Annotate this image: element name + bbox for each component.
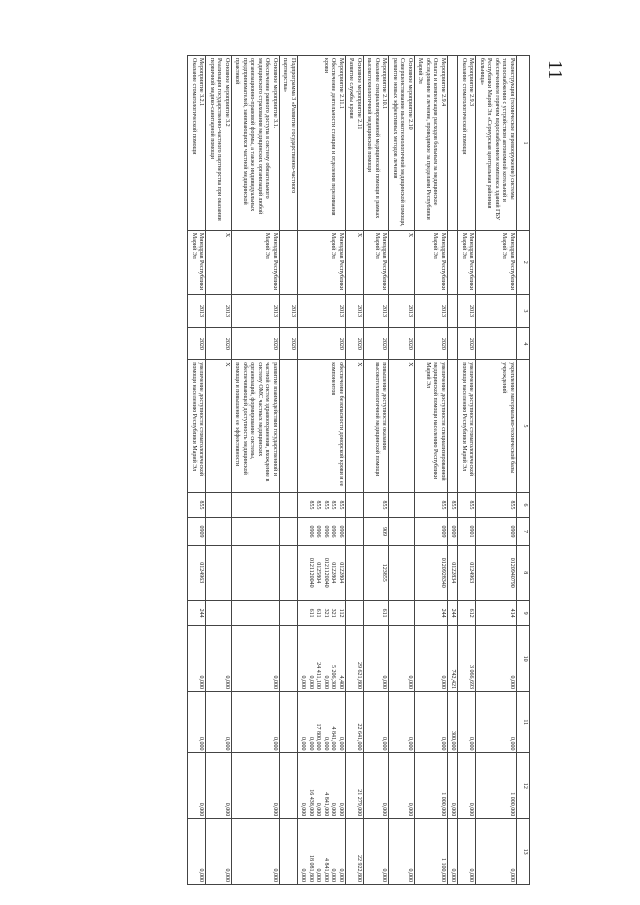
table-cell: 855 [415,492,448,517]
table-cell: Минздрав Республики Марий Эл [364,230,390,294]
document-sheet [60,55,530,885]
table-cell: X [389,360,415,493]
table-cell [448,328,459,360]
table-cell: 0,000 [364,626,390,692]
table-cell [280,360,298,493]
table-cell: 855 [188,492,206,517]
table-cell: 4,400 5 206,300 0,000 24 411,100 0,000 0,000 [298,626,346,692]
table-cell: 0124963 [458,545,476,600]
table-cell: 0,000 [364,692,390,753]
table-cell: X [389,230,415,294]
table-cell: 0,000 [188,626,206,692]
table-cell: 1 000,000 [476,753,517,819]
table-cell: 0,000 [458,692,476,753]
table-cell: Основное мероприятие 2.10 Совершенствование высокотехнологичной медицинской помощи, развитие новых эффективных методов лечения [389,56,415,231]
table-row [280,56,298,885]
table-cell: 0,000 4 841,000 0,000 17 800,000 0,000 0,000 [298,692,346,753]
table-cell: 0,000 [188,819,206,885]
table-cell [448,230,459,294]
table-cell: 2020 [415,328,448,360]
table-cell: 2020 [389,328,415,360]
table-cell: 2013 [364,294,390,328]
table-cell [389,518,415,546]
table-cell: 909 [364,518,390,546]
table-cell [232,545,280,600]
table-cell: 855 855 855 855 855 [298,492,346,517]
table-cell: обеспечение безопасности донорской крови и ее компонентов [298,360,346,493]
table-cell: укрепление материально-технической базы учреждений [476,360,517,493]
table-row [448,56,459,885]
table-cell: 2020 [280,328,298,360]
table-row [458,56,476,885]
page-number: 11 [544,60,566,80]
table-cell [206,600,232,625]
table-cell [389,545,415,600]
column-header: 8 [517,545,530,600]
table-cell: 2013 [346,294,364,328]
table-cell: X [346,360,364,493]
table-cell [346,518,364,546]
column-header: 4 [517,328,530,360]
table-cell: 0,000 [389,753,415,819]
table-cell: 0,000 [206,692,232,753]
table-row [346,56,364,885]
table-cell: X [206,360,232,493]
table-cell: 2020 [458,328,476,360]
table-cell: X [346,230,364,294]
table-cell: Мероприятие 2.10.1 Оказание специализированной медицинской помощи в рамках высокотехнологичной медицинской помощи [364,56,390,231]
table-cell: 2013 [280,294,298,328]
table-cell: 112 321 321 611 611 [298,600,346,625]
table-cell [280,230,298,294]
table-cell: 0,000 [415,692,448,753]
table-cell: Реконструкция (техническое перевооружение) системы теплоснабжения с устройством автономной котельной и обеспечением горячим водоснабжением комплекса зданий ГБУ Республики Марий Эл «Сернурская центральная районная больница» [476,56,517,231]
table-cell [206,492,232,517]
table-row [232,56,280,885]
table-cell [280,819,298,885]
column-header: 13 [517,819,530,885]
table-row [206,56,232,885]
table-cell: Минздрав Республики Марий Эл [232,230,280,294]
table-cell: развитие взаимодействия государственной и частной систем здравоохранения, вхождение в систему ОМС частных медицинских организаций, формирование системы, обеспечивающей доступность медицинской помощи и повышение ее эффективности [232,360,280,493]
table-row [364,56,390,885]
table-cell [346,545,364,600]
table-cell: 0,000 [476,692,517,753]
table-cell: 0120928340 [415,545,448,600]
table-cell: 0,000 [232,626,280,692]
table-cell: увеличение доступности специализированной медицинской помощи населению Республики Марий Эл [415,360,448,493]
table-body [188,56,517,885]
table-cell: 0,000 [458,819,476,885]
table-cell [448,56,459,231]
table-cell: 244 [188,600,206,625]
table-cell: повышение доступности оказания высокотехнологичной медицинской помощи [364,360,390,493]
table-cell: 2020 [298,328,346,360]
table-cell: 0909 [476,518,517,546]
table-cell: 0,000 [389,819,415,885]
table-cell: 1 100,000 [415,819,448,885]
table-cell [280,545,298,600]
table-cell: 612 [458,600,476,625]
table-cell [280,518,298,546]
table-cell [232,492,280,517]
table-cell: 2020 [188,328,206,360]
table-cell: 611 [364,600,390,625]
table-cell: 2013 [415,294,448,328]
table-cell: 855 [476,492,517,517]
table-cell: Основное мероприятие 2.11 Развитие службы крови [346,56,364,231]
table-cell: Минздрав Республики Марий Эл [188,230,206,294]
table-cell: 2020 [364,328,390,360]
table-cell: увеличение доступности стоматологической помощи населению Республики Марий Эл [188,360,206,493]
table-cell: 0901 [458,518,476,546]
table-cell: 0,000 [206,819,232,885]
table-cell: 0,000 [476,626,517,692]
table-row [389,56,415,885]
table-cell: 244 [415,600,448,625]
table-cell: 29 621,800 [346,626,364,692]
table-cell: Минздрав Республики Марий Эл [458,230,476,294]
table-cell: 0122834 [448,545,459,600]
column-header: 10 [517,626,530,692]
table-cell: 2013 [458,294,476,328]
table-cell: 0,000 [232,692,280,753]
table-cell: 0,000 [448,819,459,885]
table-cell: 123855 [364,545,390,600]
table-row [298,56,346,885]
table-cell [448,360,459,493]
table-cell: 2020 [206,328,232,360]
table-cell: 0,000 [389,626,415,692]
table-cell: 0,000 [232,819,280,885]
column-header: 9 [517,600,530,625]
table-cell [476,294,517,328]
table-cell: 0,000 [206,626,232,692]
table-cell [232,600,280,625]
table-cell: Мероприятие 2.9.4 Оплата и компенсация расходов больным за медицинское обследование и лечение, проводимое за пределами Республики Марий Эл [415,56,448,231]
table-cell: 3 066,693 [458,626,476,692]
table-cell: 855 [448,492,459,517]
table-cell [280,492,298,517]
table-cell: 855 [458,492,476,517]
table-cell [346,492,364,517]
column-header: 6 [517,492,530,517]
table-cell: 2020 [346,328,364,360]
column-header: 11 [517,692,530,753]
column-header: 2 [517,230,530,294]
table-cell: 0,000 0,000 4 841,000 0,000 16 438,000 0,000 [298,753,346,819]
table-cell: 2020 [232,328,280,360]
table-cell: 0909 [188,518,206,546]
column-header: 5 [517,360,530,493]
table-cell: Основное мероприятие 3.1. Обеспечение равного доступа в систему обязательного медицинского страхования медицинских организаций любой организационно-правовой формы, а также индивидуальных предпринимателей, занимающихся частной медицинской практикой [232,56,280,231]
table-cell [280,692,298,753]
table-cell: 0,000 0,000 4 841,000 0,000 18 081,800 0,000 [298,819,346,885]
table-cell: 0,000 [389,692,415,753]
table-cell: Минздрав Республики Марий Эл [415,230,448,294]
table-cell: 22 922,800 [346,819,364,885]
table-cell: 0,000 [188,753,206,819]
table-cell: увеличение доступности стоматологической помощи населению Республики Марий Эл [458,360,476,493]
table-cell: Мероприятие 2.9.3 Оказание стоматологической помощи [458,56,476,231]
table-row [415,56,448,885]
table-cell: 1 000,000 [415,753,448,819]
table-cell [448,294,459,328]
table-cell: 2013 [389,294,415,328]
table-cell: 2013 [232,294,280,328]
table-cell: 0,000 [206,753,232,819]
table-cell: Мероприятие 3.2.1 Оказание стоматологической помощи [188,56,206,231]
program-table [188,55,531,885]
table-row [188,56,206,885]
table-cell [280,753,298,819]
table-cell: 22 641,000 [346,692,364,753]
table-cell [206,518,232,546]
table-cell: 2013 [298,294,346,328]
table-cell: Минздрав Республики Марий Эл [298,230,346,294]
table-cell [280,600,298,625]
table-cell [232,518,280,546]
column-header: 7 [517,518,530,546]
table-cell: X [206,230,232,294]
table-cell: 0,000 [415,626,448,692]
column-header: 1 [517,56,530,231]
table-cell: 244 [448,600,459,625]
table-cell: 0,000 [364,819,390,885]
table-cell: 0,000 [448,753,459,819]
table-cell: 300,000 [448,692,459,753]
table-cell [346,600,364,625]
table-cell: 0,000 [458,753,476,819]
table-cell: 2013 [188,294,206,328]
table-row [476,56,517,885]
table-cell: Основное мероприятие 3.2 Реализация государственно-частного партнерства при оказании первичной медико-санитарной помощи [206,56,232,231]
table-cell [476,328,517,360]
table-cell: 0909 [415,518,448,546]
table-cell: 0,000 [188,692,206,753]
table-header-row [517,56,530,885]
table-cell: 855 [364,492,390,517]
table-cell: Минздрав Республики Марий Эл [476,230,517,294]
table-cell: 742,421 [448,626,459,692]
table-cell: 0,000 [232,753,280,819]
table-cell [389,492,415,517]
table-cell: 0124963 [188,545,206,600]
table-cell: 0,000 [364,753,390,819]
table-cell [389,600,415,625]
table-cell: 0,000 [476,819,517,885]
table-cell: 0122804 0122804 0121120040 0125804 0121120040 [298,545,346,600]
table-cell: 0906 0906 0906 0906 0906 [298,518,346,546]
table-cell [280,626,298,692]
table-cell: 0909 [448,518,459,546]
column-header: 3 [517,294,530,328]
table-cell: Подпрограмма 3 «Развитие государственно-частного партнерства» [280,56,298,231]
table-cell: Мероприятие 2.11.1 Обеспечение деятельности станции и отделения переливания крови [298,56,346,231]
table-cell [206,545,232,600]
table-cell: 414 [476,600,517,625]
table-cell: 2013 [206,294,232,328]
table-cell: 21 279,000 [346,753,364,819]
column-header: 12 [517,753,530,819]
table-cell: 0120940790 [476,545,517,600]
